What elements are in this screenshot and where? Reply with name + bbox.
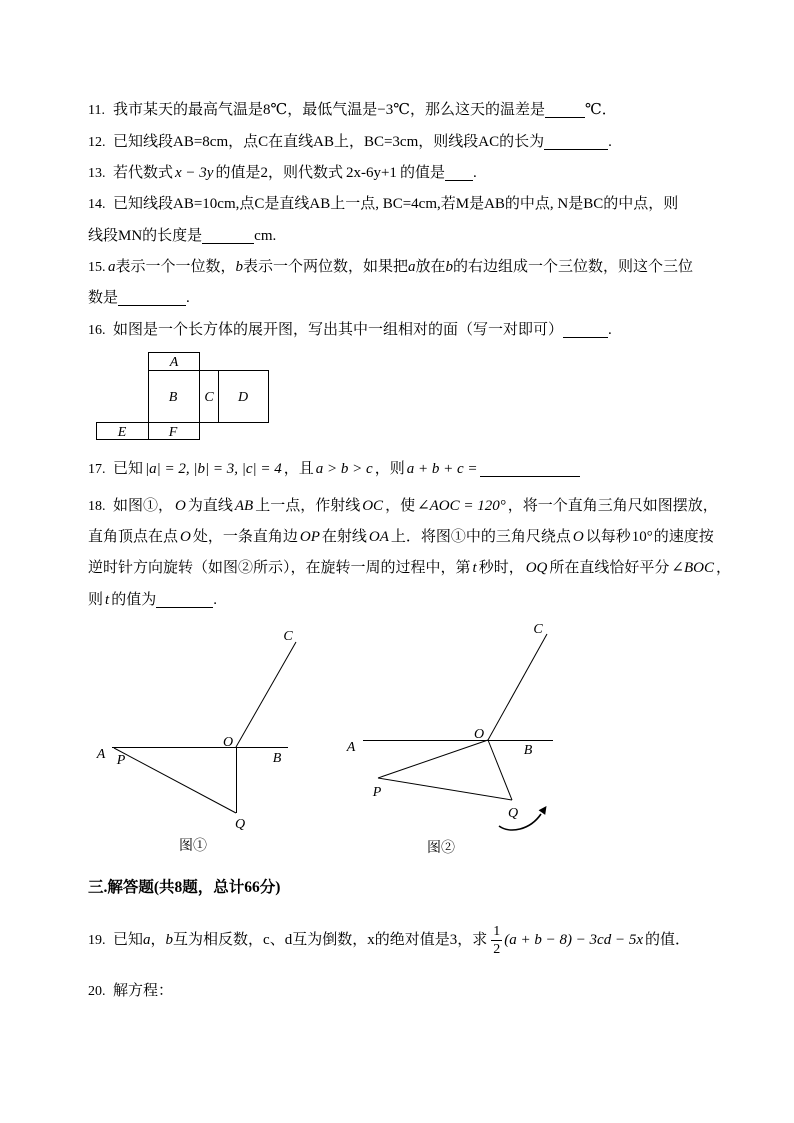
section-heading: 三.解答题(共8题，总计66分) [88,879,281,896]
segment-pq [114,748,236,813]
question-text-tail: . [608,322,612,338]
variable: b [445,259,454,275]
answer-blank [445,164,473,181]
point-label-p: P [116,753,126,768]
math-expression: 10° [631,529,653,545]
question-number: 18. [88,499,106,514]
geometry-figure-1 [90,620,315,860]
question-text: 表示一个一位数， [115,259,236,275]
net-label-middle-narrow: C [204,390,214,405]
math-expression: OC [362,498,384,514]
answer-blank [118,289,186,306]
math-expression: a > b > c [315,461,373,477]
question-number: 14. [88,197,106,212]
net-label-bottom-left: E [117,425,127,440]
question-text-tail: . [186,290,190,306]
question-text: 的速度按 [653,529,714,545]
question-text: 秒时， [478,560,524,576]
answer-blank [156,591,213,608]
question-text: 上．将图①中的三角尺绕点 [390,529,571,545]
math-expression: t [472,560,477,576]
variable: a [143,932,151,948]
question-text: 我市某天的最高气温是8℃，最低气温是−3℃，那么这天的温差是 [113,102,546,118]
question-15-line-2 [88,287,190,309]
math-expression: a + b + c = [406,461,478,477]
question-text: 数是 [88,290,119,306]
net-label-middle-left: B [168,390,178,405]
answer-blank [202,227,254,244]
point-label-o: O [473,727,485,742]
question-number: 19. [88,933,106,948]
question-text: 的右边组成一个三位数，则这个三位 [453,259,694,275]
question-number: 16. [88,323,106,338]
question-text: ，则 [374,461,405,477]
rotation-arrow-icon [499,814,541,830]
question-20 [88,980,173,1002]
question-text: 已知 [113,932,144,948]
question-text: 如图是一个长方体的展开图，写出其中一组相对的面（写一对即可） [113,322,564,338]
question-text-tail: . [608,134,612,150]
answer-blank [563,321,608,338]
math-expression: 2x-6y+1 [345,165,397,181]
question-15-line-1 [88,256,693,278]
math-expression: ∠AOC = 120° [417,498,506,514]
answer-blank [545,101,585,118]
math-expression: O [175,498,186,514]
question-text: ， [715,560,731,576]
question-18-line-1 [88,495,718,517]
segment-oq [488,740,512,800]
question-14-line-1 [88,193,678,215]
question-text: 为直线 [187,498,233,514]
math-expression: AB [234,498,254,514]
question-text: 的值是 [399,165,445,181]
figure-caption: 图② [427,841,455,856]
question-11 [88,99,617,121]
variable: a [108,259,116,275]
question-text: 的值是2，则代数式 [215,165,343,181]
variable: b [165,932,174,948]
point-label-q: Q [507,806,519,821]
math-expression: OP [299,529,320,545]
math-expression: O [180,529,191,545]
math-expression: t [105,592,110,608]
question-text: 的值为 [111,592,157,608]
point-label-c: C [533,622,543,637]
question-text: 已知线段AB=10cm,点C是直线AB上一点, BC=4cm,若M是AB的中点, N是BC的中点，则 [113,196,679,212]
net-label-top: A [169,355,179,370]
question-number: 12. [88,135,106,150]
question-text: 已知线段AB=8cm，点C在直线AB上，BC=3cm，则线段AC的长为 [113,134,545,150]
fraction-numerator: 1 [493,924,501,940]
question-text-tail: cm. [254,228,277,244]
question-text: 如图①， [113,498,174,514]
math-expression: |a| = 2, |b| = 3, |c| = 4 [145,461,282,477]
question-text: ，将一个直角三角尺如图摆放， [507,498,718,514]
question-13 [88,162,477,184]
variable: a [408,259,416,275]
question-text-tail: ℃． [585,102,617,118]
net-label-bottom-middle: F [168,425,178,440]
cuboid-net-figure [90,345,275,445]
math-expression: x − 3y [175,165,214,181]
variable: b [235,259,244,275]
question-14-line-2 [88,225,276,247]
ray-oc [236,642,296,747]
question-text-tail: . [472,165,477,181]
question-text: 若代数式 [113,165,174,181]
segment-op [378,740,488,778]
question-number: 17. [88,462,106,477]
question-number: 13. [88,166,106,181]
rotation-arrow-head [539,806,547,815]
question-number: 15. [88,260,106,275]
geometry-figure-2 [340,615,565,860]
question-text: 已知 [113,461,144,477]
answer-blank [544,133,608,150]
math-expression: (a + b − 8) − 3cd − 5x [504,932,643,948]
question-text: 上一点，作射线 [255,498,361,514]
question-text: ，使 [385,498,416,514]
question-text: 以每秒 [585,529,631,545]
question-16 [88,319,612,341]
question-text-tail: 的值． [645,932,691,948]
question-text: 表示一个两位数，如果把 [243,259,409,275]
segment-pq [378,778,512,800]
question-19 [88,920,690,960]
fraction [491,923,502,958]
point-label-a: A [96,747,106,762]
question-text: 在射线 [321,529,367,545]
question-18-line-2 [88,526,714,548]
question-18-line-4 [88,589,217,611]
question-number: 11. [88,103,105,118]
point-label-p: P [372,785,382,800]
question-text: 逆时针方向旋转（如图②所示），在旋转一周的过程中，第 [88,560,471,576]
point-label-b: B [523,743,533,758]
question-17 [88,458,580,480]
question-text: ，且 [283,461,314,477]
point-label-q: Q [234,817,246,832]
math-expression: O [572,529,584,545]
question-text: 直角顶点在点 [88,529,179,545]
net-label-middle-right: D [237,390,249,405]
question-number: 20. [88,984,106,999]
question-text: 所在直线恰好平分 [549,560,670,576]
fraction-denominator: 2 [493,942,501,958]
question-text: 处，一条直角边 [192,529,298,545]
question-text: 解方程： [113,983,174,999]
point-label-c: C [283,629,293,644]
point-label-a: A [346,740,356,755]
math-expression: OQ [525,560,548,576]
question-text: 线段MN的长度是 [88,228,203,244]
question-12 [88,131,612,153]
answer-blank [480,460,580,477]
question-text-tail: . [213,592,217,608]
ray-oc [488,634,547,740]
question-text: 放在 [415,259,446,275]
question-18-line-3 [88,557,731,579]
figure-caption: 图① [179,839,207,854]
point-label-b: B [272,751,282,766]
question-text: 则 [88,592,104,608]
math-expression: OA [368,529,389,545]
question-text: ， [150,932,166,948]
question-text: 互为相反数，c、d互为倒数，x的绝对值是3，求 [173,932,488,948]
point-label-o: O [222,735,234,750]
math-expression: ∠BOC [671,560,714,576]
